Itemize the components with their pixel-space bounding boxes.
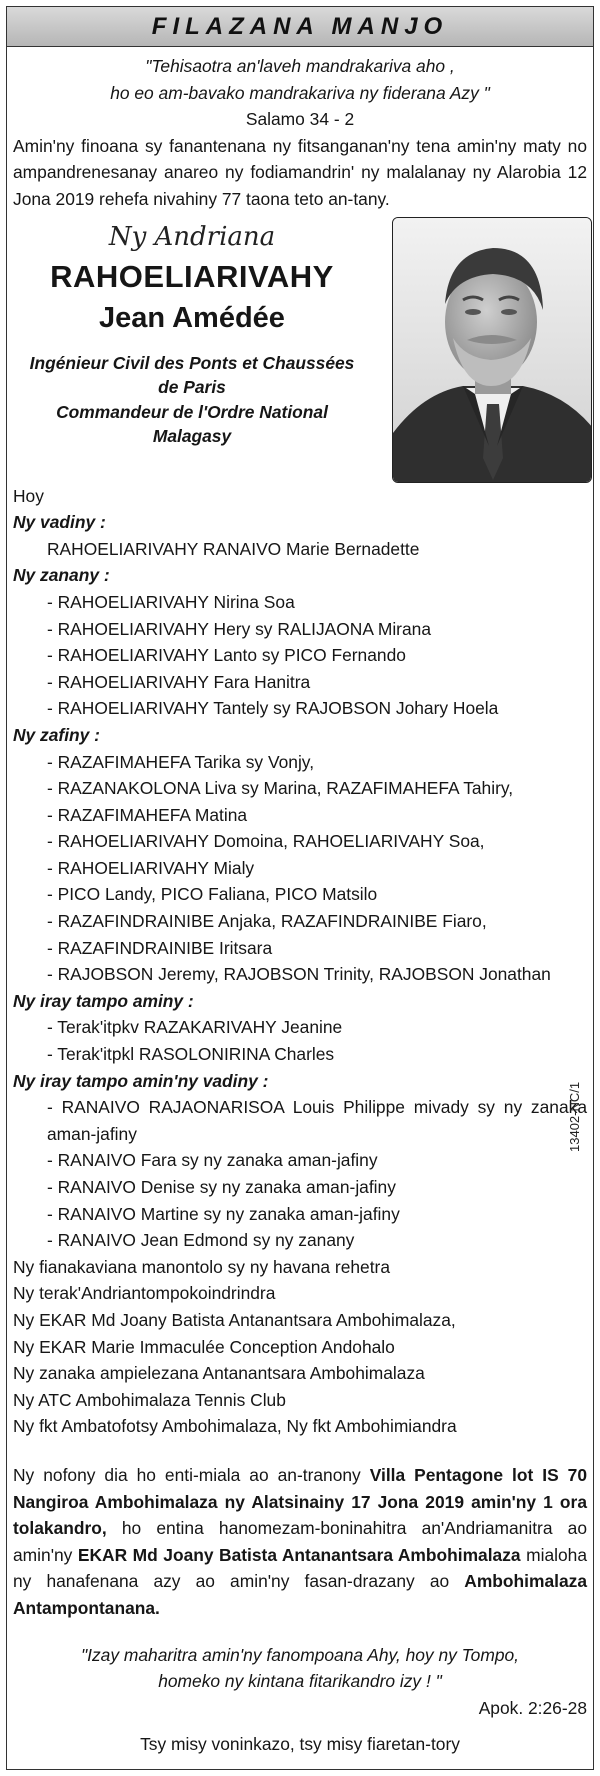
section-spacer bbox=[13, 1440, 587, 1462]
grandchild-entry: - RAZAFINDRAINIBE Iritsara bbox=[47, 937, 273, 958]
hoy-label: Hoy bbox=[13, 485, 44, 506]
funeral-church: EKAR Md Joany Batista Antanantsara Ambohimalaza bbox=[77, 1544, 521, 1565]
deceased-honorific: Ny Andriana bbox=[108, 221, 276, 252]
funeral-location-date: Villa Pentagone lot IS 70 Nangiroa Ambohimalaza ny Alatsinainy 17 Jona 2019 amin'ny 1 ora tolakandro, bbox=[13, 1464, 587, 1539]
funeral-text-2: ho entina hanomezam-boninahitra an'Andriamanitra ao amin'ny bbox=[13, 1518, 587, 1565]
closing-line: Tsy misy voninkazo, tsy misy fiaretan-tory bbox=[140, 1734, 460, 1755]
deceased-given-names: Jean Amédée bbox=[99, 301, 285, 334]
mourner-line: Ny EKAR Marie Immaculée Conception Andohalo bbox=[13, 1336, 395, 1357]
grandchild-entry: - RAZAFINDRAINIBE Anjaka, RAZAFINDRAINIBE Fiaro, bbox=[47, 911, 487, 932]
grandchild-entry: - RAJOBSON Jeremy, RAJOBSON Trinity, RAJOBSON Jonathan bbox=[47, 964, 551, 985]
child-entry: - RAHOELIARIVAHY Fara Hanitra bbox=[47, 671, 311, 692]
spouse-sibling-entry: - RANAIVO RAJAONARISOA Louis Philippe mivady sy ny zanaka aman-jafiny bbox=[47, 1097, 587, 1144]
funeral-text-3: mialoha ny hanafenana azy ao amin'ny fasan-drazany ao bbox=[13, 1544, 588, 1592]
mourner-line: Ny ATC Ambohimalaza Tennis Club bbox=[13, 1389, 286, 1410]
opening-quote-line-2: ho eo am-bavako mandrakariva ny fiderana Azy " bbox=[110, 82, 490, 103]
sibling-entry: - Terak'itpkl RASOLONIRINA Charles bbox=[47, 1044, 335, 1065]
ad-reference-number: 13402-NC/1 bbox=[567, 1081, 582, 1152]
mourner-line: Ny zanaka ampielezana Antanantsara Ambohimalaza bbox=[13, 1363, 425, 1384]
deceased-title-line: Commandeur de l'Ordre National bbox=[56, 401, 328, 422]
mourner-line: Ny fkt Ambatofotsy Ambohimalaza, Ny fkt Ambohimiandra bbox=[13, 1416, 457, 1437]
funeral-burial-place: Ambohimalaza Antampontanana. bbox=[13, 1571, 587, 1618]
mourner-line: Ny EKAR Md Joany Batista Antanantsara Ambohimalaza, bbox=[13, 1309, 456, 1330]
deceased-surname: RAHOELIARIVAHY bbox=[50, 258, 334, 294]
closing-quote-line-1: "Izay maharitra amin'ny fanompoana Ahy, hoy ny Tompo, bbox=[80, 1644, 520, 1665]
spouse-sibling-entry: - RANAIVO Denise sy ny zanaka aman-jafiny bbox=[47, 1177, 396, 1197]
deceased-block bbox=[13, 213, 587, 483]
intro-paragraph: Amin'ny finoana sy fanantenana ny fitsanganan'ny tena amin'ny maty no ampandrenesanay anareo ny fodiamandrin' ny malalanay ny Alarobia 12 Jona 2019 rehefa nivahiny 77 taona teto an-tany. bbox=[13, 135, 587, 209]
funeral-text-1: Ny nofony dia ho enti-miala ao an-tranony bbox=[13, 1464, 370, 1485]
grandchild-entry: - RAHOELIARIVAHY Domoina, RAHOELIARIVAHY Soa, bbox=[47, 831, 485, 852]
grandchild-entry: - RAZAFIMAHEFA Tarika sy Vonjy, bbox=[47, 751, 315, 772]
deceased-title-line: Malagasy bbox=[152, 426, 232, 447]
opening-quote-line-1: "Tehisaotra an'laveh mandrakariva aho , bbox=[145, 56, 455, 76]
deceased-details bbox=[13, 213, 371, 449]
mourner-line: Ny terak'Andriantompokoindrindra bbox=[13, 1283, 276, 1304]
section-heading-spouse: Ny vadiny : bbox=[13, 512, 106, 533]
notice-title: FILAZANA MANJO bbox=[151, 12, 449, 40]
deceased-title-line: de Paris bbox=[158, 377, 226, 398]
closing-quote-reference: Apok. 2:26-28 bbox=[478, 1697, 587, 1718]
closing-quote-line-2: homeko ny kintana fitarikandro izy ! " bbox=[158, 1671, 442, 1692]
notice-body bbox=[7, 47, 593, 1758]
obituary-notice bbox=[6, 6, 594, 1770]
section-heading-children: Ny zanany : bbox=[13, 565, 110, 586]
section-heading-grandchildren: Ny zafiny : bbox=[13, 724, 100, 745]
child-entry: - RAHOELIARIVAHY Nirina Soa bbox=[47, 591, 295, 612]
deceased-title-line: Ingénieur Civil des Ponts et Chaussées bbox=[29, 352, 355, 373]
funeral-paragraph bbox=[13, 1462, 587, 1622]
grandchild-entry: - PICO Landy, PICO Faliana, PICO Matsilo bbox=[47, 884, 378, 905]
child-entry: - RAHOELIARIVAHY Hery sy RALIJAONA Mirana bbox=[47, 618, 431, 639]
child-entry: - RAHOELIARIVAHY Tantely sy RAJOBSON Johary Hoela bbox=[47, 698, 499, 719]
section-heading-siblings: Ny iray tampo aminy : bbox=[13, 990, 194, 1011]
spouse-entry: RAHOELIARIVAHY RANAIVO Marie Bernadette bbox=[47, 538, 420, 559]
spouse-sibling-entry: - RANAIVO Jean Edmond sy ny zanany bbox=[47, 1230, 355, 1251]
grandchild-entry: - RAZAFIMAHEFA Matina bbox=[47, 804, 248, 825]
portrait-illustration bbox=[393, 218, 592, 483]
notice-header bbox=[7, 7, 593, 47]
spouse-sibling-entry: - RANAIVO Martine sy ny zanaka aman-jafiny bbox=[47, 1203, 400, 1224]
section-heading-spouse-siblings: Ny iray tampo amin'ny vadiny : bbox=[13, 1070, 269, 1091]
grandchild-entry: - RAHOELIARIVAHY Mialy bbox=[47, 857, 255, 878]
child-entry: - RAHOELIARIVAHY Lanto sy PICO Fernando bbox=[47, 645, 406, 666]
sibling-entry: - Terak'itpkv RAZAKARIVAHY Jeanine bbox=[47, 1017, 343, 1038]
closing-quote bbox=[13, 1642, 587, 1695]
mourner-line: Ny fianakaviana manontolo sy ny havana rehetra bbox=[13, 1256, 391, 1277]
portrait-photo bbox=[392, 217, 592, 483]
spouse-sibling-entry: - RANAIVO Fara sy ny zanaka aman-jafiny bbox=[47, 1150, 378, 1171]
opening-quote-reference: Salamo 34 - 2 bbox=[245, 109, 355, 130]
grandchild-entry: - RAZANAKOLONA Liva sy Marina, RAZAFIMAHEFA Tahiry, bbox=[47, 778, 514, 799]
deceased-titles bbox=[13, 351, 371, 449]
